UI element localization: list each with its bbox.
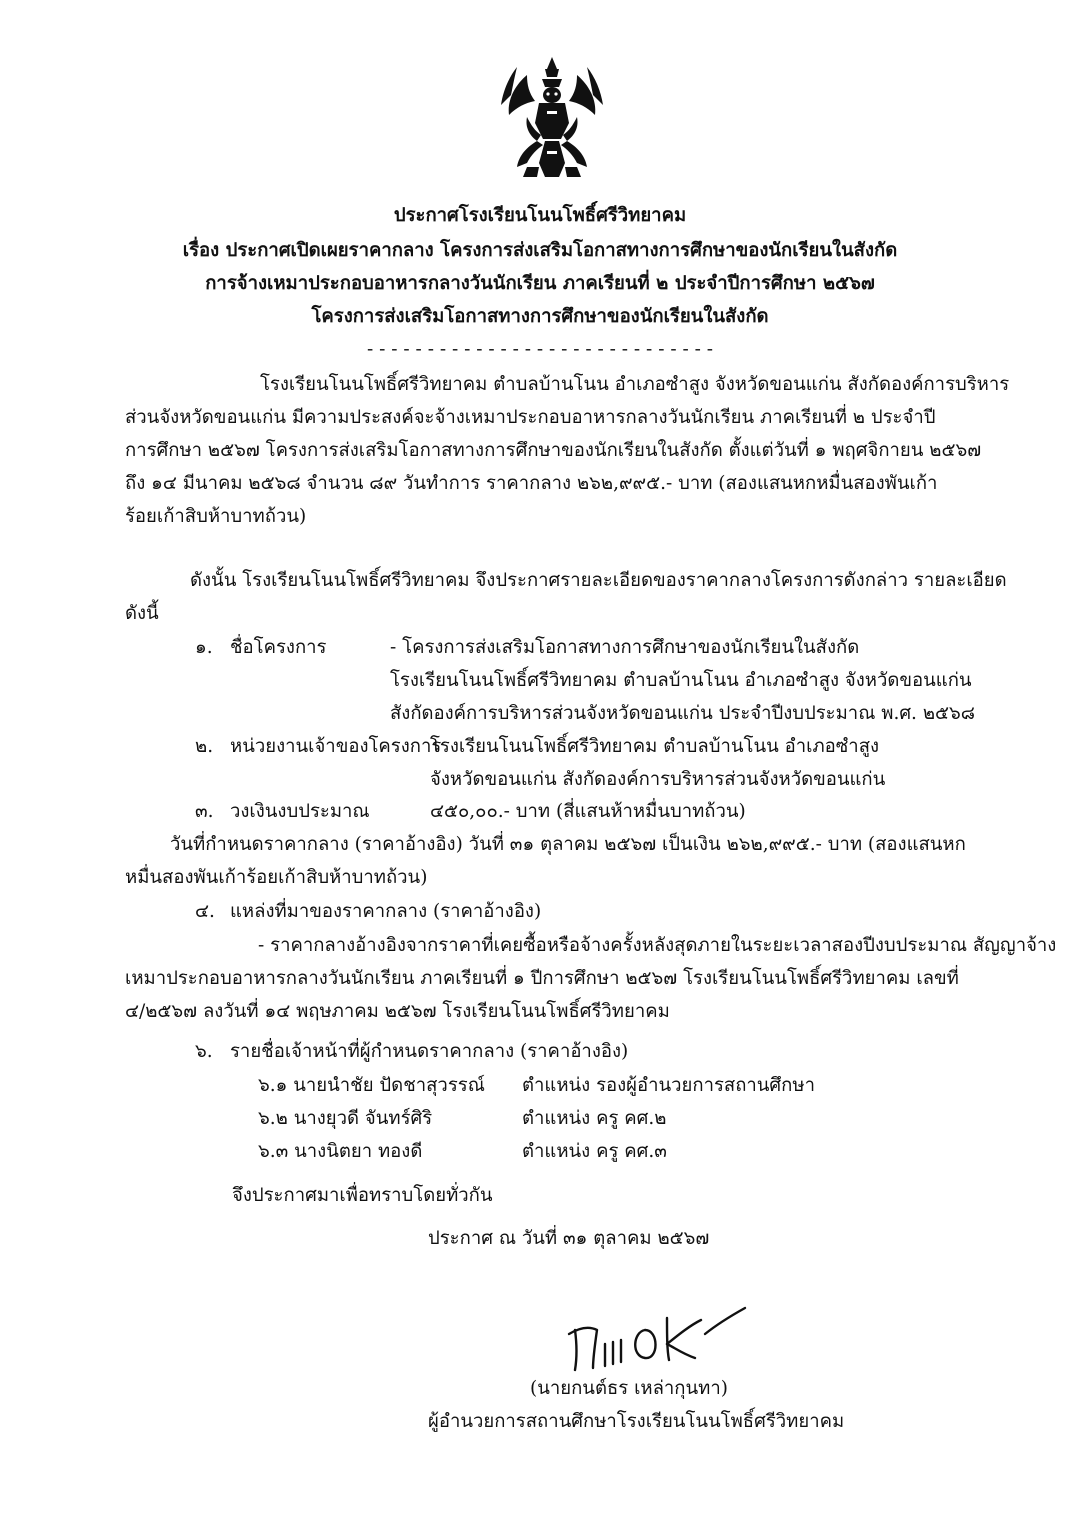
item-4-number: ๔. xyxy=(195,901,215,922)
intro-line-3: การศึกษา ๒๕๖๗ โครงการส่งเสริมโอกาสทางการศึกษาของนักเรียนในสังกัด ตั้งแต่วันที่ ๑ พฤศจิกายน ๒๕๖๗ xyxy=(125,440,982,461)
therefore-line-1: ดังนั้น โรงเรียนโนนโพธิ์ศรีวิทยาคม จึงประกาศรายละเอียดของราคากลางโครงการดังกล่าว รายละเอียด xyxy=(190,570,1007,591)
item-3-label: วงเงินงบประมาณ xyxy=(230,801,370,822)
item-1-line-2: โรงเรียนโนนโพธิ์ศรีวิทยาคม ตำบลบ้านโนน อำเภอซำสูง จังหวัดขอนแก่น xyxy=(390,670,972,691)
intro-line-5: ร้อยเก้าสิบห้าบาทถ้วน) xyxy=(125,506,307,527)
official-2-position: ตำแหน่ง ครู คศ.๒ xyxy=(522,1108,667,1129)
signature-icon xyxy=(555,1300,755,1375)
item-2-line-1: โรงเรียนโนนโพธิ์ศรีวิทยาคม ตำบลบ้านโนน อำเภอซำสูง xyxy=(430,736,880,757)
garuda-emblem-icon xyxy=(497,55,607,185)
announcement-title: ประกาศโรงเรียนโนนโพธิ์ศรีวิทยาคม xyxy=(393,205,687,226)
official-3-name: ๖.๓ นางนิตยา ทองดี xyxy=(258,1141,423,1162)
item-2-number: ๒. xyxy=(195,736,214,757)
signer-title: ผู้อำนวยการสถานศึกษาโรงเรียนโนนโพธิ์ศรีวิทยาคม xyxy=(428,1411,845,1432)
item-4-line-1: - ราคากลางอ้างอิงจากราคาที่เคยซื้อหรือจ้างครั้งหลังสุดภายในระยะเวลาสองปีงบประมาณ สัญญาจ้าง xyxy=(258,935,1057,956)
item-1-line-3: สังกัดองค์การบริหารส่วนจังหวัดขอนแก่น ประจำปีงบประมาณ พ.ศ. ๒๕๖๘ xyxy=(390,703,976,724)
official-1-name: ๖.๑ นายนำชัย ปัดชาสุวรรณ์ xyxy=(258,1075,485,1096)
item-6-label: รายชื่อเจ้าหน้าที่ผู้กำหนดราคากลาง (ราคาอ้างอิง) xyxy=(230,1041,629,1062)
signer-name: (นายกนต์ธร เหล่ากุนทา) xyxy=(530,1378,728,1399)
item-6-number: ๖. xyxy=(195,1041,213,1062)
intro-line-1: โรงเรียนโนนโพธิ์ศรีวิทยาคม ตำบลบ้านโนน อำเภอซำสูง จังหวัดขอนแก่น สังกัดองค์การบริหาร xyxy=(260,374,1010,395)
item-3-value: ๔๕๐,๐๐.- บาท (สี่แสนห้าหมื่นบาทถ้วน) xyxy=(430,801,746,822)
reference-line-1: วันที่กำหนดราคากลาง (ราคาอ้างอิง) วันที่ ๓๑ ตุลาคม ๒๕๖๗ เป็นเงิน ๒๖๒,๙๙๕.- บาท (สองแสนหก xyxy=(170,834,966,855)
item-4-line-3: ๔/๒๕๖๗ ลงวันที่ ๑๔ พฤษภาคม ๒๕๖๗ โรงเรียนโนนโพธิ์ศรีวิทยาคม xyxy=(125,1001,670,1022)
subject-line-3: โครงการส่งเสริมโอกาสทางการศึกษาของนักเรียนในสังกัด xyxy=(311,306,769,327)
item-1-line-1: - โครงการส่งเสริมโอกาสทางการศึกษาของนักเรียนในสังกัด xyxy=(390,637,860,658)
official-3-position: ตำแหน่ง ครู คศ.๓ xyxy=(522,1141,667,1162)
official-1-position: ตำแหน่ง รองผู้อำนวยการสถานศึกษา xyxy=(522,1075,815,1096)
item-2-line-2: จังหวัดขอนแก่น สังกัดองค์การบริหารส่วนจังหวัดขอนแก่น xyxy=(430,769,886,790)
item-4-label: แหล่งที่มาของราคากลาง (ราคาอ้างอิง) xyxy=(230,901,542,922)
official-2-name: ๖.๒ นางยุวดี จันทร์ศิริ xyxy=(258,1108,433,1129)
reference-line-2: หมื่นสองพันเก้าร้อยเก้าสิบห้าบาทถ้วน) xyxy=(125,867,428,888)
item-3-number: ๓. xyxy=(195,801,214,822)
announce-date: ประกาศ ณ วันที่ ๓๑ ตุลาคม ๒๕๖๗ xyxy=(428,1228,710,1249)
therefore-line-2: ดังนี้ xyxy=(125,603,159,624)
item-1-number: ๑. xyxy=(195,637,213,658)
item-2-label: หน่วยงานเจ้าของโครงการ xyxy=(230,736,442,757)
intro-line-4: ถึง ๑๔ มีนาคม ๒๕๖๘ จำนวน ๘๙ วันทำการ ราคากลาง ๒๖๒,๙๙๕.- บาท (สองแสนหกหมื่นสองพันเก้า xyxy=(125,473,938,494)
item-1-label: ชื่อโครงการ xyxy=(230,637,327,658)
header-divider: - - - - - - - - - - - - - - - - - - - - - - - - - - - - - xyxy=(367,339,713,360)
subject-line: เรื่อง ประกาศเปิดเผยราคากลาง โครงการส่งเสริมโอกาสทางการศึกษาของนักเรียนในสังกัด xyxy=(182,240,898,261)
intro-line-2: ส่วนจังหวัดขอนแก่น มีความประสงค์จะจ้างเหมาประกอบอาหารกลางวันนักเรียน ภาคเรียนที่ ๒ ประจำปี xyxy=(125,407,936,428)
subject-line-2: การจ้างเหมาประกอบอาหารกลางวันนักเรียน ภาคเรียนที่ ๒ ประจำปีการศึกษา ๒๕๖๗ xyxy=(205,273,875,294)
announce-closing: จึงประกาศมาเพื่อทราบโดยทั่วกัน xyxy=(232,1185,493,1206)
item-4-line-2: เหมาประกอบอาหารกลางวันนักเรียน ภาคเรียนที่ ๑ ปีการศึกษา ๒๕๖๗ โรงเรียนโนนโพธิ์ศรีวิทยาคม เลขที่ xyxy=(125,968,959,989)
